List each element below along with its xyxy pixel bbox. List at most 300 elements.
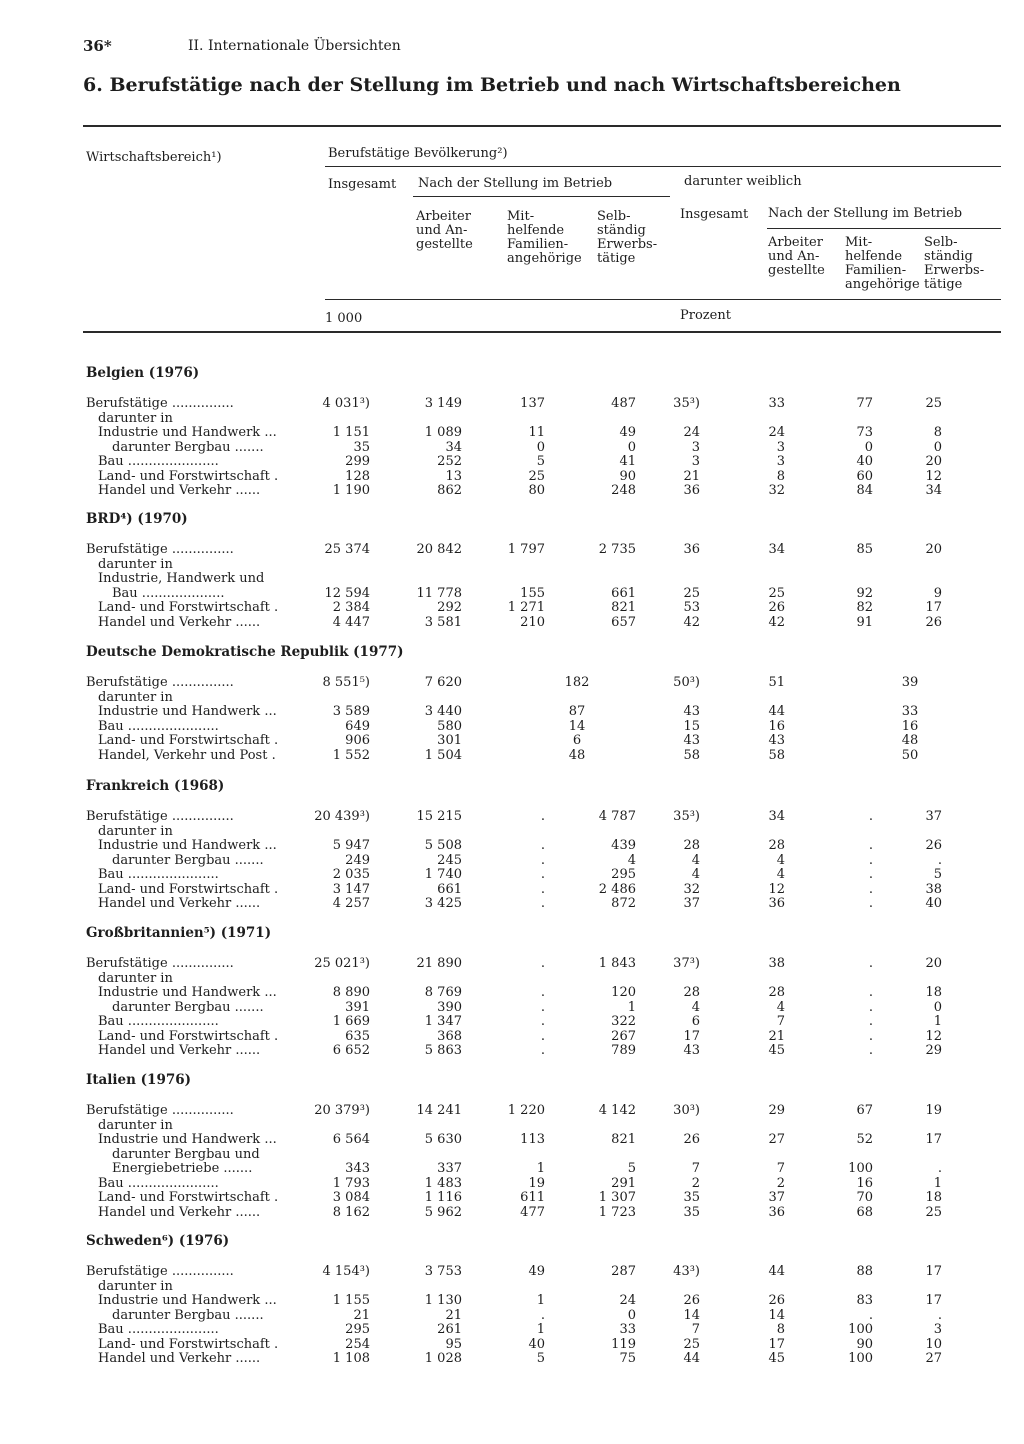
- table-cell: 155: [520, 585, 545, 601]
- table-cell: 0: [933, 999, 942, 1015]
- table-cell: 85: [856, 542, 873, 557]
- table-cell: 18: [925, 985, 942, 1000]
- table-cell: 5: [536, 1351, 545, 1366]
- table-cell: .: [868, 896, 873, 911]
- table-cell: .: [868, 809, 873, 824]
- table-cell: 0: [933, 439, 942, 455]
- table-cell: 4 031³): [322, 396, 370, 411]
- table-cell: 35³): [673, 809, 700, 824]
- table-cell: 248: [611, 483, 636, 498]
- table-cell: 301: [437, 733, 462, 748]
- table-cell: 36: [683, 542, 700, 557]
- table-cell: 32: [768, 483, 785, 498]
- row-label: Land- und Forstwirtschaft .: [98, 600, 279, 615]
- row-label: Handel, Verkehr und Post .: [98, 747, 276, 763]
- table-cell: 4 154³): [322, 1264, 370, 1279]
- table-cell: 17: [925, 1293, 942, 1308]
- table-cell: 1 028: [424, 1351, 462, 1366]
- table-cell: 4 142: [598, 1103, 636, 1118]
- table-cell: .: [937, 852, 942, 868]
- row-label: Energiebetriebe .......: [112, 1161, 253, 1176]
- table-cell: 67: [856, 1103, 873, 1118]
- table-cell: 17: [925, 1264, 942, 1279]
- table-cell: 2: [691, 1175, 700, 1191]
- table-cell: 14: [568, 718, 586, 734]
- rule-bevoelkerung: [325, 166, 1001, 167]
- table-cell: 90: [856, 1336, 873, 1352]
- table-cell: 18: [925, 1190, 942, 1205]
- head-weiblich: darunter weiblich: [684, 174, 802, 189]
- table-cell: 16: [901, 718, 919, 734]
- table-cell: 6: [691, 1014, 700, 1029]
- table-cell: 906: [345, 733, 370, 748]
- table-cell: 42: [683, 614, 700, 630]
- table-cell: 25: [683, 1336, 700, 1352]
- table-cell: 487: [611, 396, 636, 411]
- table-cell: 7: [776, 1014, 785, 1029]
- table-cell: 3 425: [424, 896, 462, 911]
- table-cell: 34: [768, 809, 785, 824]
- table-cell: 21: [353, 1307, 370, 1323]
- table-cell: 3 084: [332, 1190, 370, 1205]
- table-cell: 21 890: [416, 956, 462, 971]
- row-label: Industrie und Handwerk ...: [98, 985, 277, 1000]
- table-cell: 789: [611, 1043, 636, 1058]
- table-cell: .: [937, 1307, 942, 1323]
- table-cell: 14: [768, 1307, 785, 1323]
- table-cell: 38: [768, 956, 785, 971]
- rule-units: [325, 299, 1001, 300]
- table-cell: 4 447: [332, 614, 370, 630]
- table-cell: 4: [776, 867, 785, 882]
- table-cell: 49: [528, 1264, 545, 1279]
- table-cell: 368: [437, 1028, 462, 1044]
- table-cell: 20 379³): [314, 1103, 370, 1118]
- table-cell: 0: [627, 1307, 636, 1323]
- table-cell: 287: [611, 1264, 636, 1279]
- table-cell: 100: [848, 1351, 873, 1366]
- row-label: Berufstätige ...............: [86, 1103, 234, 1118]
- table-cell: 4: [691, 852, 700, 868]
- table-cell: 292: [437, 600, 462, 615]
- table-cell: 8: [933, 425, 942, 440]
- table-cell: 4: [691, 867, 700, 882]
- row-label: Industrie und Handwerk ...: [98, 425, 277, 440]
- table-cell: .: [540, 1014, 545, 1029]
- head-selbst: Selb- ständig Erwerbs- tätige: [597, 209, 658, 266]
- table-cell: 43: [683, 704, 700, 719]
- table-cell: .: [540, 896, 545, 911]
- table-cell: 1 797: [507, 542, 545, 557]
- table-cell: .: [540, 852, 545, 868]
- table-cell: 25 374: [324, 542, 370, 557]
- table-cell: 254: [345, 1336, 370, 1352]
- table-cell: 4: [691, 999, 700, 1015]
- table-cell: 5 863: [424, 1043, 462, 1058]
- table-cell: 1: [536, 1293, 545, 1308]
- table-cell: .: [868, 867, 873, 882]
- table-cell: 1 130: [424, 1293, 462, 1308]
- table-cell: 1: [627, 999, 636, 1015]
- table-cell: 12 594: [324, 585, 370, 601]
- table-cell: 25: [925, 1204, 942, 1220]
- table-cell: 49: [619, 425, 636, 440]
- table-cell: 1: [933, 1014, 942, 1029]
- table-cell: 68: [856, 1204, 873, 1220]
- table-cell: 5: [933, 867, 942, 882]
- row-label: darunter Bergbau und: [112, 1146, 260, 1162]
- table-cell: 5 508: [424, 838, 462, 853]
- table-cell: .: [540, 985, 545, 1000]
- row-label: darunter in: [98, 970, 173, 986]
- table-cell: 3: [691, 439, 700, 455]
- table-cell: 34: [768, 542, 785, 557]
- table-cell: 1: [933, 1175, 942, 1191]
- table-cell: 1 793: [332, 1175, 370, 1191]
- table-cell: 3 589: [332, 704, 370, 719]
- table-cell: 92: [856, 585, 873, 601]
- table-cell: .: [540, 956, 545, 971]
- unit-1000: 1 000: [325, 311, 363, 326]
- table-cell: 16: [856, 1175, 873, 1191]
- row-label: darunter Bergbau .......: [112, 1307, 264, 1323]
- row-label: Handel und Verkehr ......: [98, 483, 261, 498]
- table-cell: 7: [691, 1161, 700, 1176]
- table-cell: 20: [925, 956, 942, 971]
- table-cell: 43: [683, 1043, 700, 1058]
- table-cell: 34: [925, 483, 942, 498]
- row-label: Bau ......................: [98, 1322, 219, 1337]
- table-cell: .: [540, 1028, 545, 1044]
- table-cell: .: [540, 838, 545, 853]
- table-cell: 3 440: [424, 704, 462, 719]
- table-cell: 30³): [673, 1103, 700, 1118]
- table-cell: 37: [768, 1190, 785, 1205]
- table-cell: 1 116: [424, 1190, 462, 1205]
- table-cell: 33: [619, 1322, 636, 1337]
- row-label: Berufstätige ...............: [86, 396, 234, 411]
- row-label: Land- und Forstwirtschaft .: [98, 881, 279, 897]
- table-cell: 83: [856, 1293, 873, 1308]
- rule-stellung: [413, 196, 670, 197]
- table-cell: 53: [683, 600, 700, 615]
- table-title: 6. Berufstätige nach der Stellung im Betrieb und nach Wirtschaftsbereichen: [83, 74, 901, 96]
- table-cell: 28: [683, 985, 700, 1000]
- table-cell: .: [937, 1161, 942, 1176]
- table-cell: 45: [768, 1043, 785, 1058]
- table-cell: 40: [856, 454, 873, 469]
- running-head: II. Internationale Übersichten: [188, 38, 401, 54]
- table-cell: 3 147: [332, 881, 370, 897]
- row-label: Bau ......................: [98, 454, 219, 469]
- table-cell: 84: [856, 483, 873, 498]
- table-cell: 25: [528, 468, 545, 484]
- table-cell: 821: [611, 600, 636, 615]
- row-label: Bau ......................: [98, 867, 219, 882]
- table-cell: 20: [925, 542, 942, 557]
- row-label: Handel und Verkehr ......: [98, 1204, 261, 1220]
- table-cell: 17: [683, 1028, 700, 1044]
- table-cell: .: [540, 867, 545, 882]
- table-cell: 14: [683, 1307, 700, 1323]
- table-cell: 25: [768, 585, 785, 601]
- table-cell: 5: [627, 1161, 636, 1176]
- table-cell: 9: [933, 585, 942, 601]
- table-cell: 3: [933, 1322, 942, 1337]
- table-cell: 1 669: [332, 1014, 370, 1029]
- table-cell: 821: [611, 1132, 636, 1147]
- table-cell: 322: [611, 1014, 636, 1029]
- table-cell: 3 149: [424, 396, 462, 411]
- table-cell: 25 021³): [314, 956, 370, 971]
- table-cell: 12: [925, 1028, 942, 1044]
- row-label: Industrie und Handwerk ...: [98, 1293, 277, 1308]
- table-cell: 58: [768, 747, 785, 763]
- table-cell: 390: [437, 999, 462, 1015]
- table-cell: 4: [776, 999, 785, 1015]
- table-cell: 44: [768, 1264, 785, 1279]
- unit-prozent: Prozent: [680, 308, 731, 323]
- head-w-nach-stellung: Nach der Stellung im Betrieb: [768, 206, 963, 221]
- table-cell: 6: [572, 733, 582, 748]
- table-cell: 7 620: [424, 675, 462, 690]
- row-label: darunter in: [98, 1278, 173, 1294]
- row-label: Bau ....................: [112, 585, 225, 601]
- table-cell: 580: [437, 718, 462, 734]
- table-cell: 19: [925, 1103, 942, 1118]
- table-cell: 77: [856, 396, 873, 411]
- row-label: Berufstätige ...............: [86, 1264, 234, 1279]
- table-cell: 28: [768, 985, 785, 1000]
- table-cell: 267: [611, 1028, 636, 1044]
- row-label: Berufstätige ...............: [86, 809, 234, 824]
- country-heading: Deutsche Demokratische Republik (1977): [86, 644, 404, 660]
- table-cell: 17: [925, 600, 942, 615]
- table-cell: 70: [856, 1190, 873, 1205]
- rule-w-stellung: [767, 228, 1001, 229]
- table-cell: 2 035: [332, 867, 370, 882]
- table-cell: 6 564: [332, 1132, 370, 1147]
- head-wirtschaftsbereich: Wirtschaftsbereich¹): [86, 150, 222, 165]
- table-cell: 1 108: [332, 1351, 370, 1366]
- table-cell: 1 483: [424, 1175, 462, 1191]
- table-cell: 1 843: [598, 956, 636, 971]
- table-cell: 1 155: [332, 1293, 370, 1308]
- head-w-mithelfende: Mit- helfende Familien- angehörige: [845, 235, 920, 292]
- row-label: Land- und Forstwirtschaft .: [98, 733, 279, 748]
- head-nach-stellung: Nach der Stellung im Betrieb: [418, 176, 613, 191]
- table-cell: 26: [925, 614, 942, 630]
- table-cell: 2: [776, 1175, 785, 1191]
- row-label: darunter in: [98, 823, 173, 839]
- table-cell: 26: [925, 838, 942, 853]
- row-label: Land- und Forstwirtschaft .: [98, 1336, 279, 1352]
- table-cell: 2 486: [598, 881, 636, 897]
- table-cell: 40: [528, 1336, 545, 1352]
- table-cell: 88: [856, 1264, 873, 1279]
- table-cell: 11: [528, 425, 545, 440]
- head-bevoelkerung: Berufstätige Bevölkerung²): [328, 146, 508, 161]
- table-cell: 17: [925, 1132, 942, 1147]
- country-heading: BRD⁴) (1970): [86, 511, 188, 527]
- table-cell: 249: [345, 852, 370, 868]
- table-cell: .: [540, 1043, 545, 1058]
- table-cell: 21: [445, 1307, 462, 1323]
- row-label: darunter Bergbau .......: [112, 439, 264, 455]
- table-cell: 2 735: [598, 542, 636, 557]
- table-cell: 1: [536, 1322, 545, 1337]
- row-label: Land- und Forstwirtschaft .: [98, 1190, 279, 1205]
- table-cell: 11 778: [416, 585, 462, 601]
- table-cell: .: [868, 1014, 873, 1029]
- row-label: Handel und Verkehr ......: [98, 1351, 261, 1366]
- table-cell: 295: [345, 1322, 370, 1337]
- table-cell: 245: [437, 852, 462, 868]
- head-bottom-rule: [83, 331, 1001, 333]
- country-heading: Frankreich (1968): [86, 778, 225, 794]
- table-cell: 26: [683, 1132, 700, 1147]
- table-cell: 34: [445, 439, 462, 455]
- table-cell: 3: [691, 454, 700, 469]
- table-cell: 1 723: [598, 1204, 636, 1220]
- table-cell: 113: [520, 1132, 545, 1147]
- table-cell: 27: [768, 1132, 785, 1147]
- table-cell: 14 241: [416, 1103, 462, 1118]
- table-cell: 1: [536, 1161, 545, 1176]
- table-cell: 8 162: [332, 1204, 370, 1220]
- table-cell: 43: [683, 733, 700, 748]
- table-cell: 661: [437, 881, 462, 897]
- table-cell: 36: [768, 896, 785, 911]
- table-cell: 0: [864, 439, 873, 455]
- table-cell: 21: [683, 468, 700, 484]
- table-cell: 3 753: [424, 1264, 462, 1279]
- table-cell: 43³): [673, 1264, 700, 1279]
- country-heading: Belgien (1976): [86, 365, 200, 381]
- table-cell: 439: [611, 838, 636, 853]
- table-cell: 1 220: [507, 1103, 545, 1118]
- row-label: Bau ......................: [98, 718, 219, 734]
- table-cell: 128: [345, 468, 370, 484]
- table-cell: 35: [683, 1204, 700, 1220]
- table-cell: 0: [536, 439, 545, 455]
- table-cell: 24: [768, 425, 785, 440]
- table-cell: 872: [611, 896, 636, 911]
- table-cell: 82: [856, 600, 873, 615]
- table-cell: 15 215: [416, 809, 462, 824]
- table-cell: 87: [568, 704, 586, 719]
- table-cell: 649: [345, 718, 370, 734]
- row-label: Industrie und Handwerk ...: [98, 704, 277, 719]
- table-cell: 44: [683, 1351, 700, 1366]
- table-cell: 20 842: [416, 542, 462, 557]
- table-cell: 25: [683, 585, 700, 601]
- table-cell: 1 504: [424, 747, 462, 763]
- table-cell: 41: [619, 454, 636, 469]
- table-cell: 210: [520, 614, 545, 630]
- table-cell: 21: [768, 1028, 785, 1044]
- table-cell: 5: [536, 454, 545, 469]
- table-cell: .: [540, 809, 545, 824]
- table-cell: 51: [768, 675, 785, 690]
- table-cell: 291: [611, 1175, 636, 1191]
- table-cell: 337: [437, 1161, 462, 1176]
- table-cell: 75: [619, 1351, 636, 1366]
- row-label: darunter in: [98, 1117, 173, 1133]
- table-cell: 15: [683, 718, 700, 734]
- table-cell: 299: [345, 454, 370, 469]
- table-cell: 8: [776, 1322, 785, 1337]
- row-label: Berufstätige ...............: [86, 956, 234, 971]
- table-cell: 12: [768, 881, 785, 897]
- table-cell: 37³): [673, 956, 700, 971]
- head-w-arbeiter: Arbeiter und An- gestellte: [768, 235, 825, 278]
- row-label: darunter in: [98, 689, 173, 705]
- page-number: 36*: [83, 37, 112, 55]
- row-label: Handel und Verkehr ......: [98, 896, 261, 911]
- table-cell: 27: [925, 1351, 942, 1366]
- table-cell: 48: [568, 747, 586, 763]
- table-cell: 1 271: [507, 600, 545, 615]
- table-cell: 477: [520, 1204, 545, 1220]
- country-heading: Italien (1976): [86, 1072, 192, 1088]
- table-cell: 100: [848, 1322, 873, 1337]
- table-cell: 1 190: [332, 483, 370, 498]
- table-cell: 37: [925, 809, 942, 824]
- head-w-selbst: Selb- ständig Erwerbs- tätige: [924, 235, 985, 292]
- table-cell: 26: [768, 600, 785, 615]
- table-cell: 1 740: [424, 867, 462, 882]
- table-cell: 2 384: [332, 600, 370, 615]
- table-cell: .: [868, 1043, 873, 1058]
- row-label: darunter Bergbau .......: [112, 852, 264, 868]
- row-label: Berufstätige ...............: [86, 675, 234, 690]
- row-label: Industrie und Handwerk ...: [98, 1132, 277, 1147]
- table-cell: 19: [528, 1175, 545, 1191]
- row-label: Handel und Verkehr ......: [98, 1043, 261, 1058]
- table-cell: 35³): [673, 396, 700, 411]
- table-cell: 13: [445, 468, 462, 484]
- table-cell: .: [868, 852, 873, 868]
- table-cell: 48: [901, 733, 919, 748]
- row-label: darunter in: [98, 556, 173, 572]
- table-cell: 25: [925, 396, 942, 411]
- head-mithelfende: Mit- helfende Familien- angehörige: [507, 209, 582, 266]
- row-label: Industrie, Handwerk und: [98, 571, 265, 586]
- table-cell: 29: [768, 1103, 785, 1118]
- table-cell: 8: [776, 468, 785, 484]
- table-cell: .: [868, 985, 873, 1000]
- table-cell: 10: [925, 1336, 942, 1352]
- table-cell: 28: [683, 838, 700, 853]
- table-cell: .: [540, 881, 545, 897]
- table-cell: 295: [611, 867, 636, 882]
- top-rule: [83, 125, 1001, 127]
- table-cell: 42: [768, 614, 785, 630]
- table-cell: 39: [901, 675, 919, 690]
- table-cell: 37: [683, 896, 700, 911]
- head-insgesamt: Insgesamt: [328, 177, 397, 192]
- row-label: Industrie und Handwerk ...: [98, 838, 277, 853]
- table-cell: 5 630: [424, 1132, 462, 1147]
- table-cell: 29: [925, 1043, 942, 1058]
- head-w-insgesamt: Insgesamt: [680, 207, 749, 222]
- table-cell: .: [540, 1307, 545, 1323]
- table-cell: .: [868, 838, 873, 853]
- table-cell: .: [868, 999, 873, 1015]
- table-cell: 3: [776, 439, 785, 455]
- table-cell: 4 257: [332, 896, 370, 911]
